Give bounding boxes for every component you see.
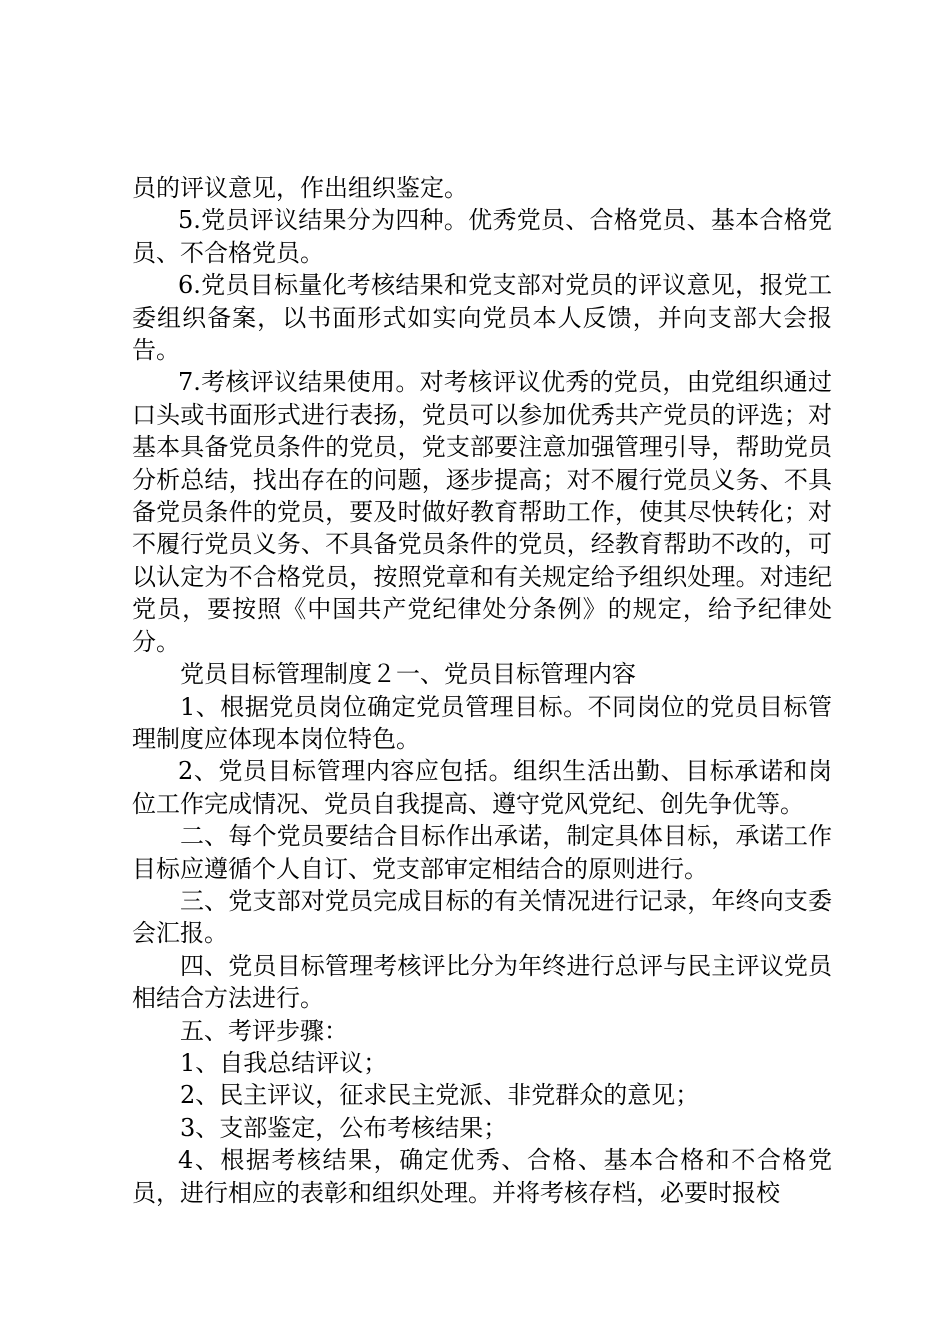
paragraph-section-5: 五、考评步骤： — [180, 1016, 348, 1045]
paragraph-content-2: 2、党员目标管理内容应包括。组织生活出勤、目标承诺和岗位工作完成情况、党员自我提高、遵守党风党纪、创先争优等。 — [132, 757, 832, 818]
paragraph-item-5: 5.党员评议结果分为四种。优秀党员、合格党员、基本合格党员、不合格党员。 — [132, 206, 832, 267]
paragraph-step-2: 2、民主评议，征求民主党派、非党群众的意见； — [180, 1081, 700, 1110]
paragraph-item-7: 7.考核评议结果使用。对考核评议优秀的党员，由党组织通过口头或书面形式进行表扬，党员可以参加优秀共产党员的评选；对基本具备党员条件的党员，党支部要注意加强管理引导，帮助党员分析总结，找出存在的问题，逐步提高；对不履行党员义务、不具备党员条件的党员，要及时做好教育帮助工作，使其尽快转化；对不履行党员义务、不具备党员条件的党员，经教育帮助不改的，可以认定为不合格党员，按照党章和有关规定给予组织处理。对违纪党员，要按照《中国共产党纪律处分条例》的规定，给予纪律处分。 — [132, 368, 832, 656]
paragraph-item-6: 6.党员目标量化考核结果和党支部对党员的评议意见，报党工委组织备案，以书面形式如实向党员本人反馈，并向支部大会报告。 — [132, 271, 832, 365]
paragraph-section-4: 四、党员目标管理考核评比分为年终进行总评与民主评议党员相结合方法进行。 — [132, 951, 832, 1013]
paragraph-section-3: 三、党支部对党员完成目标的有关情况进行记录，年终向支委会汇报。 — [132, 886, 832, 948]
document-body — [132, 172, 832, 1209]
paragraph-section-2: 二、每个党员要结合目标作出承诺，制定具体目标，承诺工作目标应遵循个人自订、党支部审定相结合的原则进行。 — [132, 822, 832, 883]
paragraph-content-1: 1、根据党员岗位确定党员管理目标。不同岗位的党员目标管理制度应体现本岗位特色。 — [132, 692, 832, 753]
section-heading: 党员目标管理制度２一、党员目标管理内容 — [180, 660, 636, 689]
paragraph-continuation: 员的评议意见，作出组织鉴定。 — [132, 174, 468, 202]
paragraph-step-3: 3、支部鉴定，公布考核结果； — [180, 1113, 508, 1142]
paragraph-step-4: 4、根据考核结果，确定优秀、合格、基本合格和不合格党员，进行相应的表彰和组织处理。并将考核存档，必要时报校 — [132, 1146, 832, 1207]
paragraph-step-1: 1、自我总结评议； — [180, 1048, 388, 1077]
